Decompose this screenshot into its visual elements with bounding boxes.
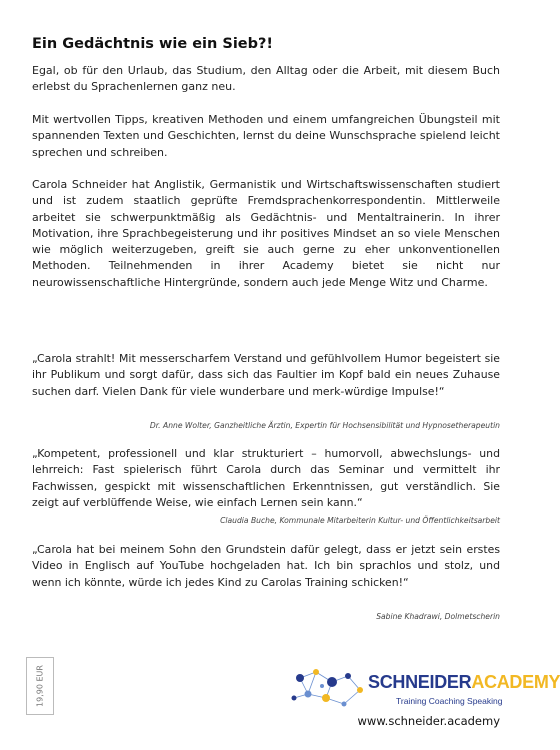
testimonial-quote: „Carola hat bei meinem Sohn den Grundstein dafür gelegt, dass er jetzt sein erstes Video in Englisch auf YouTube hochgeladen hat. Ich bin sprachlos und stolz, und wenn ich könnte, würde ich jedes Kind zu Carolas Training schicken!“ — [32, 543, 500, 589]
logo-tagline: Training Coaching Speaking — [396, 696, 503, 706]
testimonial-author: Sabine Khadrawi, Dolmetscherin — [376, 612, 500, 621]
website-url: www.schneider.academy — [357, 714, 500, 728]
author-bio-paragraph: Carola Schneider hat Anglistik, Germanistik und Wirtschaftswissenschaften studiert und ist zudem staatlich geprüfte Fremdsprachenkorrespondentin. Mittlerweile arbeitet sie schwerpunktmäßig als Gedächtnis- und Mentaltrainerin. In ihrer Motivation, ihre Sprachbegeisterung und ihr positives Mindset an so viele Menschen wie möglich weiterzugeben, greift sie auch gerne zu eher unkonventionellen Methoden. Teilnehmenden in ihrer Academy bietet sie nicht nur neurowissenschaftliche Hintergründe, sondern auch jede Menge Witz und Charme. — [32, 178, 500, 289]
logo-name-part2: ACADEMY — [471, 672, 560, 692]
testimonial-quote: „Kompetent, professionell und klar strukturiert – humorvoll, abwechslungs- und lehrreich: Fast spielerisch führt Carola durch das Seminar und vermittelt ihr Fachwissen, gespickt mit wissenschaftlichen Erkenntnissen, gut verständlich. Sie zeigt auf verblüffende Weise, wie einfach Lernen sein kann.“ — [32, 447, 500, 509]
back-cover-title: Ein Gedächtnis wie ein Sieb?! — [32, 36, 274, 52]
schneider-academy-logo — [288, 664, 560, 712]
logo-wordmark — [368, 672, 560, 693]
price-label-box — [26, 657, 54, 715]
testimonial-quote: „Carola strahlt! Mit messerscharfem Verstand und gefühlvollem Humor begeistert sie ihr Publikum und sorgt dafür, dass sich das Faultier im Kopf bald ein neues Zuhause suchen darf. Vielen Dank für viele wunderbare und merk-würdige Impulse!“ — [32, 352, 500, 398]
testimonial-author: Dr. Anne Wolter, Ganzheitliche Ärztin, Expertin für Hochsensibilität und Hypnosetherapeutin — [149, 421, 500, 430]
logo-name-part1: SCHNEIDER — [368, 672, 472, 692]
testimonial-author: Claudia Buche, Kommunale Mitarbeiterin Kultur- und Öffentlichkeitsarbeit — [220, 516, 500, 525]
tips-paragraph: Mit wertvollen Tipps, kreativen Methoden und einem umfangreichen Übungsteil mit spannenden Texten und Geschichten, lernst du deine Wunschsprache spielend leicht sprechen und schreiben. — [32, 113, 500, 159]
price-label: 19,90 EUR — [35, 665, 45, 707]
intro-paragraph: Egal, ob für den Urlaub, das Studium, den Alltag oder die Arbeit, mit diesem Buch erlebst du Sprachenlernen ganz neu. — [32, 64, 500, 94]
network-dots-icon — [288, 664, 370, 712]
